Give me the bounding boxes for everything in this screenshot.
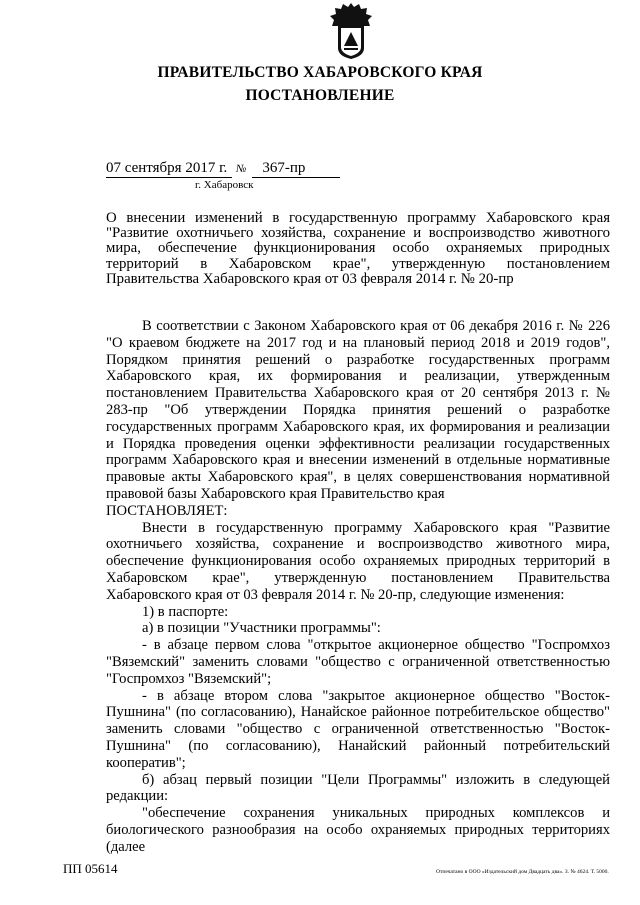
paragraph: - в абзаце первом слова "открытое акционерное общество "Госпромхоз "Вяземский" заменить словами "общество с ограниченной ответственностью "Госпромхоз "Вяземский"; bbox=[106, 637, 610, 687]
document-code: ПП 05614 bbox=[63, 861, 118, 876]
paragraph: ПОСТАНОВЛЯЕТ: bbox=[106, 502, 228, 519]
government-title: ПРАВИТЕЛЬСТВО ХАБАРОВСКОГО КРАЯ bbox=[157, 64, 483, 81]
document-number: 367-пр bbox=[252, 160, 340, 178]
coat-of-arms-icon bbox=[326, 2, 376, 60]
paragraph: В соответствии с Законом Хабаровского края от 06 декабря 2016 г. № 226 "О краевом бюджете на 2017 год и на плановый период 2018 и 2019 годов", Порядком принятия решений о разработке государственных программ Хабаровского края, их формирования и реализации, утвержденным постановлением Правительства Хабаровского края от 20 сентября 2013 г. № 283-пр "Об утверждении Порядка принятия решений о разработке государственных программ Хабаровского края, их формирования и реализации и Порядка проведения оценки эффективности реализации государственных программ Хабаровского края и внесении изменений в отдельные нормативные правовые акты Хабаровского края", в целях совершенствования нормативной правовой базы Хабаровского края Правительство края bbox=[106, 318, 610, 502]
paragraph: Внести в государственную программу Хабаровского края "Развитие охотничьего хозяйства, сохранение и воспроизводство животного мира, обеспечение функционирования особо охраняемых природных территорий в Хабаровском крае", утвержденную постановлением Правительства Хабаровского края от 03 февраля 2014 г. № 20-пр, следующие изменения: bbox=[106, 519, 610, 603]
paragraph: а) в позиции "Участники программы": bbox=[142, 620, 381, 637]
document-body bbox=[106, 318, 610, 856]
paragraph: "обеспечение сохранения уникальных природных комплексов и биологического разнообразия на особо охраняемых природных территориях (далее bbox=[106, 805, 610, 855]
paragraph: 1) в паспорте: bbox=[142, 603, 229, 620]
document-type-title: ПОСТАНОВЛЕНИЕ bbox=[245, 87, 395, 104]
paragraph: б) абзац первый позиции "Цели Программы" изложить в следующей редакции: bbox=[106, 771, 610, 805]
paragraph: - в абзаце втором слова "закрытое акционерное общество "Восток-Пушнина" (по согласованию), Нанайское районное потребительское общество" заменить словами "общество с ограниченной ответственностью "Восток-Пушнина" (по согласованию), Нанайский районный потребительский кооператив"; bbox=[106, 687, 610, 771]
document-date: 07 сентября 2017 г. bbox=[106, 160, 232, 178]
number-sign: № bbox=[236, 163, 247, 175]
date-number-line bbox=[106, 160, 340, 178]
printer-imprint: Отпечатано в ООО «Издательский дом Двадцать два». З. № 4624. Т. 5000. bbox=[436, 869, 609, 875]
document-city: г. Хабаровск bbox=[195, 179, 254, 191]
document-subject: О внесении изменений в государственную программу Хабаровского края "Развитие охотничьего хозяйства, сохранение и воспроизводство животного мира, обеспечение функционирования особо охраняемых природных территорий в Хабаровском крае", утвержденную постановлением Правительства Хабаровского края от 03 февраля 2014 г. № 20-пр bbox=[106, 210, 610, 287]
